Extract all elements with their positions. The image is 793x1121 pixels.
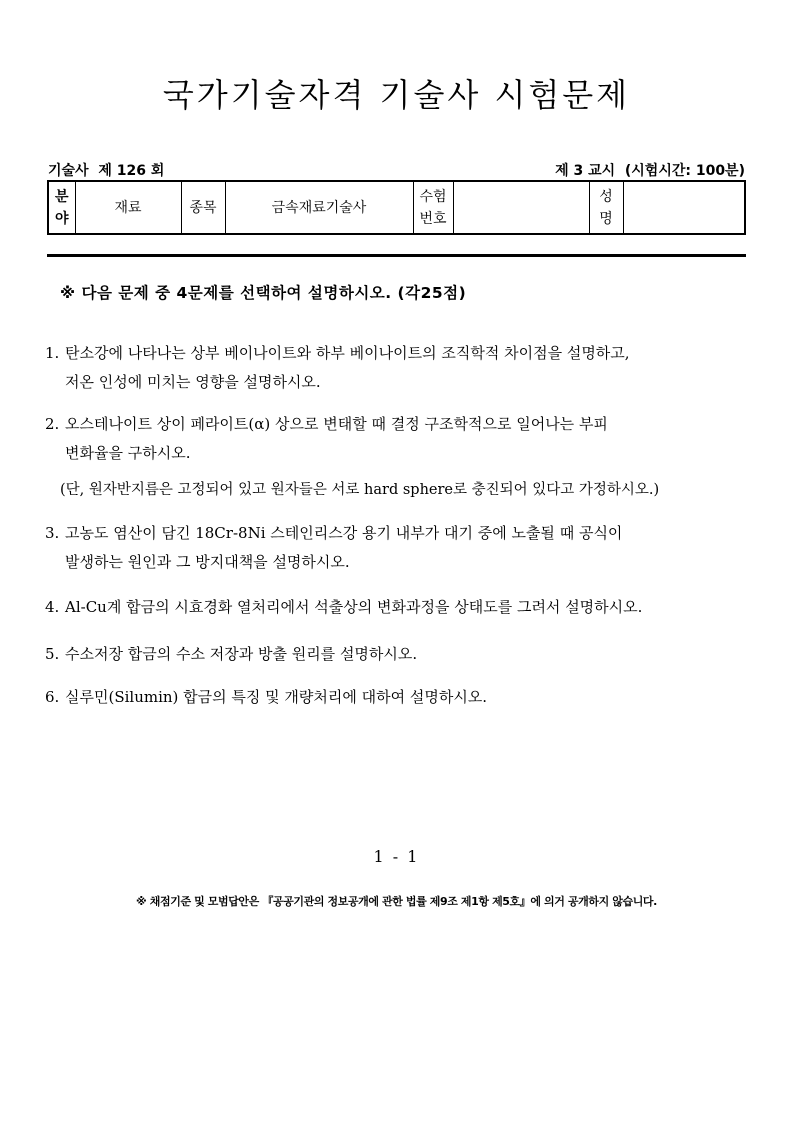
exam-session: 기술사 제 126 회 (48, 163, 165, 179)
question-text: 고농도 염산이 담긴 18Cr-8Ni 스테인리스강 용기 내부가 대기 중에 노출될 때 공식이 (65, 524, 623, 542)
question-text: 탄소강에 나타나는 상부 베이나이트와 하부 베이나이트의 조직학적 차이점을 설명하고, (65, 344, 630, 362)
question-number: 6. (45, 688, 60, 706)
page-number: 1 - 1 (373, 847, 420, 866)
name-label: 성 명 (589, 181, 623, 234)
question-text: 오스테나이트 상이 페라이트(α) 상으로 변태할 때 결정 구조학적으로 일어나는 부피 (65, 415, 608, 433)
divider (47, 254, 746, 257)
question-number: 3. (45, 524, 60, 542)
question-5 (45, 640, 747, 669)
exam-info (48, 160, 745, 180)
question-4 (45, 593, 747, 622)
candidate-info-table (47, 180, 746, 235)
question-3 (45, 519, 747, 577)
question-2 (45, 410, 747, 468)
question-text-cont: 변화율을 구하시오. (65, 444, 191, 462)
question-text: 수소저장 합금의 수소 저장과 방출 원리를 설명하시오. (65, 645, 418, 663)
question-number: 2. (45, 415, 60, 433)
field-value: 재료 (75, 181, 181, 234)
question-text-cont: 발생하는 원인과 그 방지대책을 설명하시오. (65, 553, 350, 571)
question-number: 4. (45, 598, 60, 616)
disclaimer-footer: ※ 채점기준 및 모범답안은 『공공기관의 정보공개에 관한 법률 제9조 제1항 제5호』에 의거 공개하지 않습니다. (136, 895, 657, 908)
question-number: 1. (45, 344, 60, 362)
exam-number-label: 수험 번호 (413, 181, 453, 234)
question-text: Al-Cu계 합금의 시효경화 열처리에서 석출상의 변화과정을 상태도를 그려서 설명하시오. (65, 598, 643, 616)
category-value: 금속재료기술사 (225, 181, 413, 234)
question-number: 5. (45, 645, 60, 663)
document-title: 국가기술자격 기술사 시험문제 (162, 76, 631, 114)
question-1 (45, 339, 747, 397)
exam-period: 제 3 교시 (시험시간: 100분) (555, 163, 745, 179)
name-field[interactable] (623, 181, 745, 234)
field-label: 분 야 (48, 181, 75, 234)
question-text-cont: 저온 인성에 미치는 영향을 설명하시오. (65, 373, 321, 391)
question-2-note: (단, 원자반지름은 고정되어 있고 원자들은 서로 hard sphere로 충진되어 있다고 가정하시오.) (60, 482, 660, 498)
question-6 (45, 683, 747, 712)
exam-number-field[interactable] (453, 181, 589, 234)
category-label: 종목 (181, 181, 225, 234)
question-text: 실루민(Silumin) 합금의 특징 및 개량처리에 대하여 설명하시오. (65, 688, 488, 706)
instruction: ※ 다음 문제 중 4문제를 선택하여 설명하시오. (각25점) (60, 284, 467, 302)
